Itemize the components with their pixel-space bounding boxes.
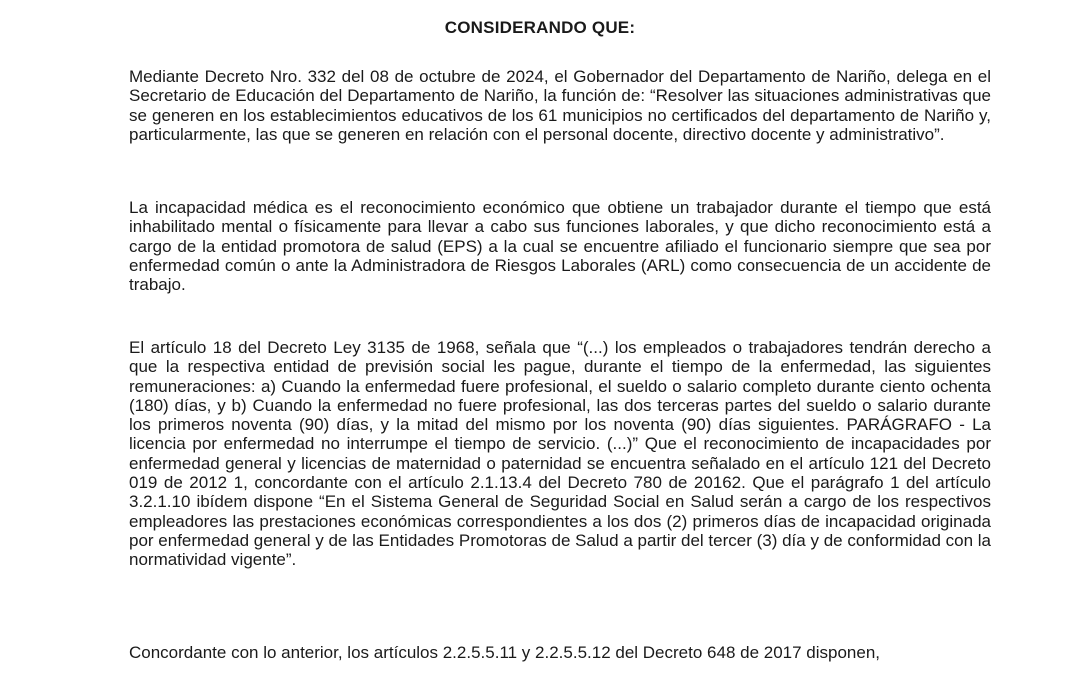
paragraph-incapacidad-medica: La incapacidad médica es el reconocimiento económico que obtiene un trabajador durante el tiempo que está inhabilitado mental o físicamente para llevar a cabo sus funciones laborales, y que dicho reconocimiento está a cargo de la entidad promotora de salud (EPS) a la cual se encuentre afiliado el funcionario siempre que sea por enfermedad común o ante la Administradora de Riesgos Laborales (ARL) como consecuencia de un accidente de trabajo.: [129, 198, 991, 295]
paragraph-articulo-18: El artículo 18 del Decreto Ley 3135 de 1968, señala que “(...) los empleados o trabajadores tendrán derecho a que la respectiva entidad de previsión social les pague, durante el tiempo de la enfermedad, las siguientes remuneraciones: a) Cuando la enfermedad fuere profesional, el sueldo o salario completo durante ciento ochenta (180) días, y b) Cuando la enfermedad no fuere profesional, las dos terceras partes del sueldo o salario durante los primeros noventa (90) días, y la mitad del mismo por los noventa (90) días siguientes. PARÁGRAFO - La licencia por enfermedad no interrumpe el tiempo de servicio. (...)” Que el reconocimiento de incapacidades por enfermedad general y licencias de maternidad o paternidad se encuentra señalado en el artículo 121 del Decreto 019 de 2012 1, concordante con el artículo 2.1.13.4 del Decreto 780 de 20162. Que el parágrafo 1 del artículo 3.2.1.10 ibídem dispone “En el Sistema General de Seguridad Social en Salud serán a cargo de los respectivos empleadores las prestaciones económicas correspondientes a los dos (2) primeros días de incapacidad originada por enfermedad general y de las Entidades Promotoras de Salud a partir del tercer (3) día y de conformidad con la normatividad vigente”.: [129, 338, 991, 570]
paragraph-concordante: Concordante con lo anterior, los artículos 2.2.5.5.11 y 2.2.5.5.12 del Decreto 648 de 2017 disponen,: [129, 643, 881, 662]
section-heading: CONSIDERANDO QUE:: [444, 18, 636, 37]
paragraph-decreto-332: Mediante Decreto Nro. 332 del 08 de octubre de 2024, el Gobernador del Departamento de Nariño, delega en el Secretario de Educación del Departamento de Nariño, la función de: “Resolver las situaciones administrativas que se generen en los establecimientos educativos de los 61 municipios no certificados del departamento de Nariño y, particularmente, las que se generen en relación con el personal docente, directivo docente y administrativo”.: [129, 67, 991, 144]
